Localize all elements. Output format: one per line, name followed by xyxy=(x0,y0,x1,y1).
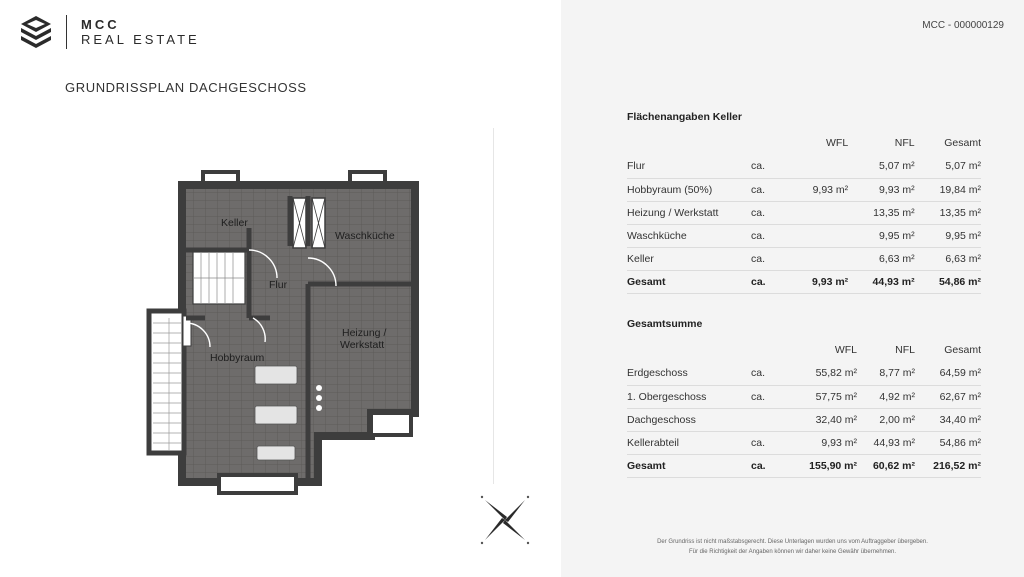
appliances xyxy=(316,385,322,411)
row-ca: ca. xyxy=(751,385,791,408)
logo-wordmark xyxy=(81,17,200,47)
table-header-row xyxy=(627,338,981,362)
row-nfl: 13,35 m² xyxy=(848,201,914,224)
table-total-row xyxy=(627,454,981,477)
row-ca: ca. xyxy=(751,155,791,178)
room-label-flur: Flur xyxy=(269,279,288,291)
row-gesamt: 5,07 m² xyxy=(915,155,981,178)
summary-table-title: Gesamtsumme xyxy=(627,318,703,330)
brand-name: MCC xyxy=(81,17,120,32)
header-nfl: NFL xyxy=(895,344,915,356)
row-name: Heizung / Werkstatt xyxy=(627,201,751,224)
row-nfl: 8,77 m² xyxy=(857,362,915,385)
table-header-row xyxy=(627,131,981,155)
table-row xyxy=(627,408,981,431)
row-name: Hobbyraum (50%) xyxy=(627,178,751,201)
furniture xyxy=(255,366,297,460)
row-nfl: 6,63 m² xyxy=(848,247,914,270)
row-gesamt: 54,86 m² xyxy=(915,431,981,454)
total-wfl: 155,90 m² xyxy=(791,454,857,477)
mcc-logo-icon xyxy=(18,14,54,50)
disclaimer-line-1: Der Grundriss ist nicht maßstabsgerecht. Diese Unterlagen wurden uns vom Auftraggeber übergeben. xyxy=(657,539,928,545)
row-gesamt: 9,95 m² xyxy=(915,224,981,247)
row-wfl: 9,93 m² xyxy=(791,431,857,454)
page-title: GRUNDRISSPLAN DACHGESCHOSS xyxy=(65,80,307,95)
header-wfl: WFL xyxy=(826,137,849,149)
header-gesamt: Gesamt xyxy=(944,137,981,149)
row-name: 1. Obergeschoss xyxy=(627,385,751,408)
row-nfl: 2,00 m² xyxy=(857,408,915,431)
row-wfl xyxy=(791,247,848,270)
table-row xyxy=(627,224,981,247)
disclaimer xyxy=(561,537,1024,557)
row-nfl: 44,93 m² xyxy=(857,431,915,454)
brand-subtitle: REAL ESTATE xyxy=(81,32,200,47)
logo-divider xyxy=(66,15,67,49)
brand-logo xyxy=(18,12,200,52)
row-ca: ca. xyxy=(751,201,791,224)
table-total-row xyxy=(627,270,981,293)
row-name: Flur xyxy=(627,155,751,178)
row-ca: ca. xyxy=(751,247,791,270)
row-name: Keller xyxy=(627,247,751,270)
row-name: Kellerabteil xyxy=(627,431,751,454)
table-row xyxy=(627,385,981,408)
room-label-heizung-1: Heizung / xyxy=(342,327,387,339)
row-gesamt: 62,67 m² xyxy=(915,385,981,408)
row-wfl: 55,82 m² xyxy=(791,362,857,385)
table-row xyxy=(627,247,981,270)
stair-area xyxy=(149,311,184,453)
total-ca: ca. xyxy=(751,454,791,477)
row-nfl: 5,07 m² xyxy=(848,155,914,178)
row-wfl xyxy=(791,201,848,224)
total-nfl: 44,93 m² xyxy=(848,270,914,293)
row-gesamt: 34,40 m² xyxy=(915,408,981,431)
row-nfl: 9,95 m² xyxy=(848,224,914,247)
total-gesamt: 216,52 m² xyxy=(915,454,981,477)
disclaimer-line-2: Für die Richtigkeit der Angaben können wir daher keine Gewähr übernehmen. xyxy=(688,549,897,555)
row-gesamt: 13,35 m² xyxy=(915,201,981,224)
keller-table-title: Flächenangaben Keller xyxy=(627,111,742,123)
header-gesamt: Gesamt xyxy=(944,344,981,356)
room-label-hobbyraum: Hobbyraum xyxy=(210,352,265,364)
row-nfl: 9,93 m² xyxy=(848,178,914,201)
total-wfl: 9,93 m² xyxy=(791,270,848,293)
row-name: Dachgeschoss xyxy=(627,408,751,431)
total-nfl: 60,62 m² xyxy=(857,454,915,477)
window-niche xyxy=(219,475,296,493)
total-ca: ca. xyxy=(751,270,791,293)
divider-line xyxy=(493,128,494,484)
row-gesamt: 6,63 m² xyxy=(915,247,981,270)
room-label-waschkueche: Waschküche xyxy=(335,230,395,242)
row-name: Erdgeschoss xyxy=(627,362,751,385)
total-name: Gesamt xyxy=(627,270,751,293)
row-wfl: 57,75 m² xyxy=(791,385,857,408)
row-ca: ca. xyxy=(751,224,791,247)
total-gesamt: 54,86 m² xyxy=(915,270,981,293)
row-wfl xyxy=(791,224,848,247)
row-wfl: 32,40 m² xyxy=(791,408,857,431)
row-ca xyxy=(751,408,791,431)
room-label-keller: Keller xyxy=(221,217,248,229)
row-wfl xyxy=(791,155,848,178)
row-ca: ca. xyxy=(751,362,791,385)
row-name: Waschküche xyxy=(627,224,751,247)
summary-table xyxy=(627,338,981,478)
row-gesamt: 19,84 m² xyxy=(915,178,981,201)
row-ca: ca. xyxy=(751,178,791,201)
floor-plan-drawing xyxy=(145,168,435,500)
total-name: Gesamt xyxy=(627,454,751,477)
row-nfl: 4,92 m² xyxy=(857,385,915,408)
header-nfl: NFL xyxy=(894,137,915,149)
row-wfl: 9,93 m² xyxy=(791,178,848,201)
table-row xyxy=(627,178,981,201)
keller-area-table xyxy=(627,111,981,294)
table-row xyxy=(627,362,981,385)
row-gesamt: 64,59 m² xyxy=(915,362,981,385)
header-wfl: WFL xyxy=(834,344,858,356)
window-niche xyxy=(371,413,411,435)
keller-table xyxy=(627,131,981,294)
table-row xyxy=(627,155,981,178)
room-label-heizung-2: Werkstatt xyxy=(340,339,385,351)
table-row xyxy=(627,431,981,454)
reference-number: MCC - 000000129 xyxy=(922,20,1004,31)
summary-area-table xyxy=(627,318,981,478)
row-ca: ca. xyxy=(751,431,791,454)
compass-icon xyxy=(477,492,533,548)
table-row xyxy=(627,201,981,224)
